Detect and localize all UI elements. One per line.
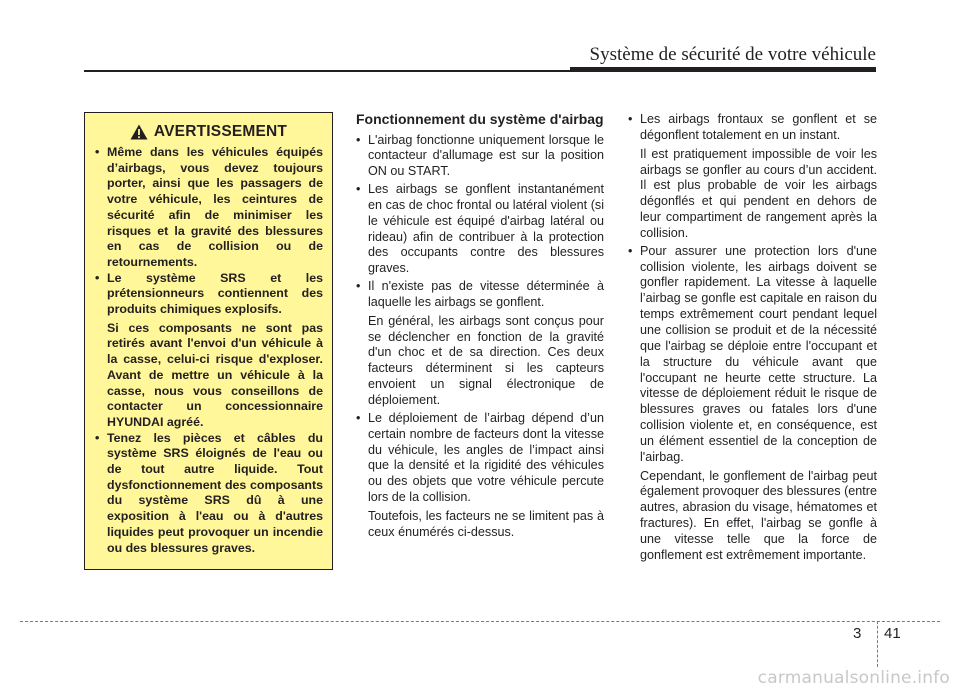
footer-divider [877, 621, 878, 667]
middle-column [356, 112, 604, 543]
header-rule-accent [570, 67, 876, 72]
list-item [356, 279, 604, 409]
list-item-extra: Cependant, le gonflement de l'airbag peut également provoquer des blessures (entre autres, abrasion du visage, hématomes et fractures). En effet, l'airbag se gonfle à une vitesse telle que la force de gonflement est extrêmement importante. [640, 468, 877, 562]
section-title: Fonctionnement du système d'airbag [356, 111, 604, 127]
list-item [628, 112, 877, 242]
list-item-text: Il n'existe pas de vitesse déterminée à laquelle les airbags se gonflent. [368, 279, 604, 309]
list-item [628, 244, 877, 564]
warning-title: AVERTISSEMENT [153, 123, 288, 140]
warning-item-text: Même dans les véhicules équipés d’airbags, vous devez toujours porter, ainsi que les passagers de votre véhicule, les ceintures de sécurité afin de minimiser les risques et la gravité des blessures en cas de collision ou de retournements. [107, 145, 323, 269]
warning-item-text: Le système SRS et les prétensionneurs contiennent des produits chimiques explosifs. [107, 270, 323, 317]
warning-item-text: Tenez les pièces et câbles du système SRS éloignés de l'eau ou de tout autre liquide. Tout dysfonctionnement des composants du système SRS dû à une exposition à l'eau ou à d'autres liquides peut provoquer un incendie ou des blessures graves. [107, 430, 323, 555]
list-item-extra: En général, les airbags sont conçus pour se déclencher en fonction de la gravité d'un choc et de sa direction. Ces deux facteurs déterminent si les capteurs envoient un signal électronique de déploiement. [368, 313, 604, 407]
right-list [628, 112, 877, 564]
warning-item [94, 145, 323, 271]
page-number: 41 [884, 625, 901, 642]
right-column [628, 112, 877, 566]
list-item [356, 411, 604, 541]
list-item-extra: Il est pratiquement impossible de voir les airbags se gonfler au cours d’un accident. Il est plus probable de voir les airbags dégonflés et qui pendent en dehors de leur compartiment de rangement après la collision. [640, 146, 877, 240]
watermark: carmanualsonline.info [757, 668, 950, 688]
header-title: Système de sécurité de votre véhicule [589, 44, 876, 65]
footer-rule [20, 621, 940, 622]
section-list [356, 133, 604, 541]
list-item-text: Pour assurer une protection lors d'une collision violente, les airbags doivent se gonfler rapidement. La vitesse à laquelle l’airbag se gonfle est capitale en raison du temps extrêmement court pendant lequel une collision se produit et de la nécessité que l'airbag se déploie entre l'occupant et la structure du véhicule avant que l'occupant ne heurte cette structure. La vitesse de déploiement réduit le risque de blessures graves ou fatales lors d'une collision violente et, en conséquence, est un élément essentiel de la conception de l'airbag. [640, 243, 877, 464]
page-chapter: 3 [853, 625, 862, 642]
list-item-text: L'airbag fonctionne uniquement lorsque le contacteur d'allumage est sur la position ON ou START. [368, 132, 604, 179]
warning-header [94, 123, 323, 141]
list-item [356, 133, 604, 181]
warning-box [84, 112, 333, 570]
warning-item [94, 431, 323, 557]
list-item-text: Les airbags se gonflent instantanément en cas de choc frontal ou latéral violent (si le véhicule est équipé d'airbag latéral ou rideau) afin de contribuer à la protection des occupants contre des blessures graves. [368, 182, 604, 276]
warning-item-extra: Si ces composants ne sont pas retirés avant l'envoi d'un véhicule à la casse, celui-ci risque d'exploser. Avant de mettre un véhicule à la casse, nous vous conseillons de contacter un concessionnaire HYUNDAI agréé. [107, 320, 323, 429]
warning-list [94, 145, 323, 556]
list-item-text: Les airbags frontaux se gonflent et se dégonflent totalement en un instant. [640, 112, 877, 142]
list-item-text: Le déploiement de l’airbag dépend d’un certain nombre de facteurs dont la vitesse du véhicule, les angles de l’impact ainsi que la densité et la rigidité des véhicules ou des objets que votre véhicule percute lors de la collision. [368, 410, 604, 505]
warning-triangle-icon [130, 124, 148, 140]
list-item-extra: Toutefois, les facteurs ne se limitent pas à ceux énumérés ci-dessus. [368, 508, 604, 539]
list-item [356, 182, 604, 277]
warning-item [94, 271, 323, 431]
